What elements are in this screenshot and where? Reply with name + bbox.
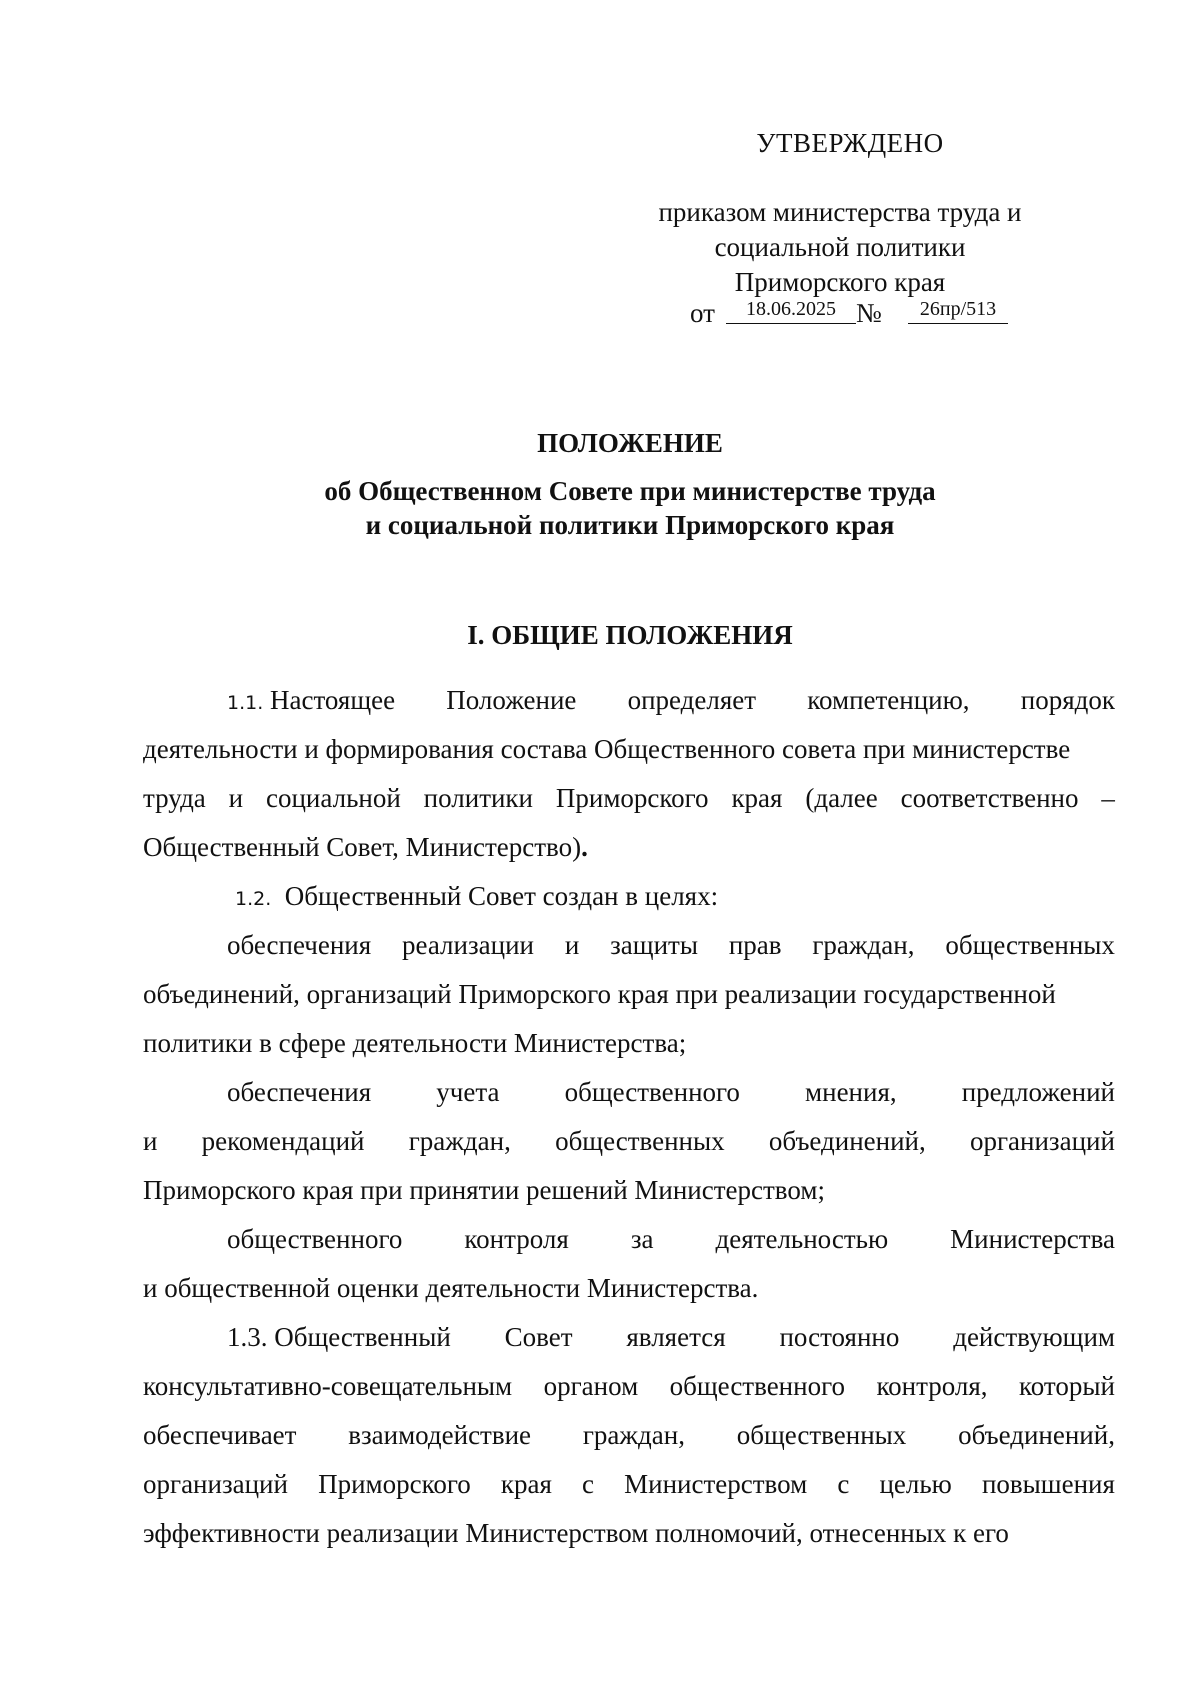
number-prefix: № [856, 298, 882, 328]
word: учета [436, 1077, 500, 1107]
word: организаций [143, 1469, 288, 1499]
section-heading: I. ОБЩИЕ ПОЛОЖЕНИЯ [467, 620, 793, 650]
word: Совет [504, 1322, 573, 1352]
word: защиты [610, 930, 698, 960]
text-line [143, 1460, 1115, 1509]
word: организаций [969, 1126, 1115, 1156]
word: мнения, [805, 1077, 897, 1107]
date-prefix: от [690, 298, 715, 328]
line-text: и общественной оценки деятельности Министерства. [143, 1273, 759, 1303]
word: обеспечения [227, 930, 372, 960]
text-line [143, 1313, 1115, 1362]
word: общественных [945, 930, 1115, 960]
text-line [143, 676, 1115, 725]
word: постоянно [779, 1322, 900, 1352]
approval-line: приказом министерства труда и [658, 197, 1022, 227]
word: граждан, [582, 1420, 685, 1450]
goal-1 [143, 921, 1115, 1068]
word [227, 676, 395, 725]
text-line [143, 921, 1115, 970]
word: Приморского [318, 1469, 471, 1499]
line-end-period: . [581, 832, 588, 862]
word: предложений [961, 1077, 1115, 1107]
word: органом [543, 1371, 639, 1401]
word: граждан, [812, 930, 915, 960]
line-text: Приморского края при принятии решений Министерством; [143, 1175, 825, 1205]
text-line [143, 1019, 1115, 1068]
word: объединений, [958, 1420, 1115, 1450]
word: политики [423, 783, 534, 813]
word: является [626, 1322, 726, 1352]
word: с [582, 1469, 595, 1499]
word: Министерства [950, 1224, 1115, 1254]
word: повышения [981, 1469, 1115, 1499]
text-line [143, 970, 1115, 1019]
word: общественного [669, 1371, 845, 1401]
text-line [143, 1411, 1115, 1460]
word: труда [143, 783, 206, 813]
line-text: политики в сфере деятельности Министерства; [143, 1028, 687, 1058]
subtitle-line: об Общественном Совете при министерстве труда [324, 476, 936, 506]
word: и [143, 1126, 158, 1156]
text-line [143, 725, 1115, 774]
word: – [1101, 783, 1115, 813]
word: прав [728, 930, 782, 960]
order-number: 26пр/513 [908, 296, 1008, 324]
word: который [1019, 1371, 1115, 1401]
word: с [837, 1469, 850, 1499]
text-line [143, 1362, 1115, 1411]
word: консультативно-совещательным [143, 1371, 513, 1401]
word: общественного [227, 1224, 403, 1254]
approval-title: УТВЕРЖДЕНО [756, 128, 944, 158]
text-line [143, 823, 1115, 872]
text-line [143, 1166, 1115, 1215]
text-line [143, 1509, 1115, 1558]
text-line [143, 872, 1115, 921]
word: края [500, 1469, 552, 1499]
word: взаимодействие [348, 1420, 532, 1450]
word: рекомендаций [201, 1126, 365, 1156]
word: действующим [953, 1322, 1115, 1352]
word: и [228, 783, 244, 813]
word: и [564, 930, 580, 960]
document-subtitle [0, 474, 1200, 542]
line-text: эффективности реализации Министерством полномочий, отнесенных к его [143, 1518, 1009, 1548]
goal-2 [143, 1068, 1115, 1215]
word: определяет [627, 685, 757, 715]
word: контроля [464, 1224, 569, 1254]
word-text: Настоящее [270, 685, 396, 715]
goal-3 [143, 1215, 1115, 1313]
order-date: 18.06.2025 [726, 296, 856, 324]
text-line [143, 1215, 1115, 1264]
document-title: ПОЛОЖЕНИЕ [537, 428, 723, 458]
word: деятельностью [715, 1224, 889, 1254]
subtitle-line: и социальной политики Приморского края [365, 510, 895, 540]
line-text: Общественный Совет создан в целях: [284, 881, 719, 911]
word: объединений, [768, 1126, 926, 1156]
word: обеспечения [227, 1077, 372, 1107]
paragraph-number: 1.1. [227, 692, 264, 714]
text-line [143, 1068, 1115, 1117]
approval-line: социальной политики [714, 232, 966, 262]
word: соответственно [900, 783, 1079, 813]
word: порядок [1020, 685, 1115, 715]
word: общественных [555, 1126, 725, 1156]
line-text: деятельности и формирования состава Общественного совета при министерстве [143, 734, 1071, 764]
text-line [143, 1264, 1115, 1313]
word: (далее [805, 783, 878, 813]
line-text: Общественный Совет, Министерство) [143, 832, 582, 862]
paragraph-number: 1.2. [235, 888, 272, 910]
approval-order-text [620, 195, 1060, 300]
text-line [143, 1117, 1115, 1166]
word: Приморского [555, 783, 709, 813]
paragraph-1-3 [143, 1313, 1115, 1558]
word: компетенцию, [807, 685, 970, 715]
word: реализации [402, 930, 534, 960]
word: контроля, [876, 1371, 988, 1401]
word: 1.3. Общественный [227, 1322, 451, 1352]
word: обеспечивает [143, 1420, 297, 1450]
word: Министерством [624, 1469, 808, 1499]
paragraph-1-1 [143, 676, 1115, 872]
word: края [731, 783, 783, 813]
word: Положение [446, 685, 577, 715]
paragraph-1-2 [143, 872, 1115, 921]
text-line [143, 774, 1115, 823]
word: за [630, 1224, 654, 1254]
line-text: объединений, организаций Приморского края при реализации государственной [143, 979, 1056, 1009]
word: общественного [564, 1077, 740, 1107]
word: социальной [266, 783, 401, 813]
word: граждан, [408, 1126, 511, 1156]
approval-line: Приморского края [734, 267, 946, 297]
word: целью [879, 1469, 952, 1499]
word: общественных [736, 1420, 907, 1450]
